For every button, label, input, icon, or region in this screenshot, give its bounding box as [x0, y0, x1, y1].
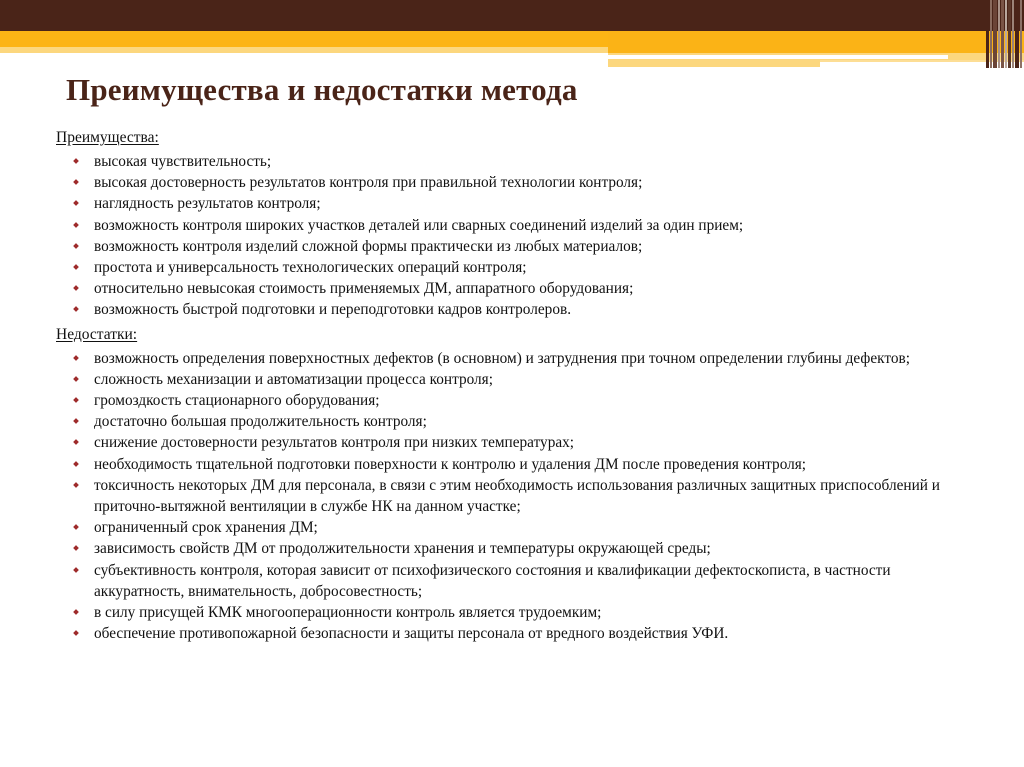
disadvantage-item: сложность механизации и автоматизации процесса контроля; [74, 369, 984, 390]
header-dark-band [0, 0, 1024, 31]
advantage-item: возможность быстрой подготовки и переподготовки кадров контролеров. [74, 299, 984, 320]
stripe-3 [993, 0, 997, 68]
slide-title: Преимущества и недостатки метода [66, 72, 578, 107]
header-orange-step [608, 31, 1024, 53]
stripe-8 [1012, 0, 1014, 68]
advantages-heading: Преимущества: [56, 129, 159, 146]
advantage-item: высокая достоверность результатов контроля при правильной технологии контроля; [74, 172, 984, 193]
stripe-5 [1001, 0, 1004, 68]
disadvantage-item: достаточно большая продолжительность контроля; [74, 411, 984, 432]
stripe-4 [998, 0, 1000, 68]
disadvantage-item: в силу присущей КМК многооперационности контроль является трудоемким; [74, 602, 984, 623]
disadvantage-item: снижение достоверности результатов контроля при низких температурах; [74, 432, 984, 453]
disadvantage-item: субъективность контроля, которая зависит от психофизического состояния и квалификации дефектоскописта, в частности аккуратность, внимательность, добросовестность; [74, 560, 984, 602]
advantages-list [0, 151, 1024, 321]
advantage-item: простота и универсальность технологических операций контроля; [74, 257, 984, 278]
header-accent-stripes [984, 0, 1024, 68]
stripe-2 [990, 0, 992, 68]
disadvantage-item: зависимость свойств ДМ от продолжительности хранения и температуры окружающей среды; [74, 538, 984, 559]
disadvantage-item: ограниченный срок хранения ДМ; [74, 517, 984, 538]
header-decoration [0, 0, 1024, 72]
advantage-item: высокая чувствительность; [74, 151, 984, 172]
header-pale-step-lower [608, 59, 820, 67]
disadvantage-item: необходимость тщательной подготовки поверхности к контролю и удаления ДМ после проведения контроля; [74, 454, 984, 475]
advantage-item: возможность контроля широких участков деталей или сварных соединений изделий за один прием; [74, 215, 984, 236]
advantage-item: наглядность результатов контроля; [74, 193, 984, 214]
disadvantages-list [0, 348, 1024, 645]
slide-body [0, 128, 1024, 644]
disadvantages-heading: Недостатки: [56, 325, 138, 343]
disadvantage-item: токсичность некоторых ДМ для персонала, в связи с этим необходимость использования различных защитных приспособлений и приточно-вытяжной вентиляции в службе НК на данном участке; [74, 475, 984, 517]
stripe-1 [986, 0, 989, 68]
disadvantage-item: громоздкость стационарного оборудования; [74, 390, 984, 411]
disadvantage-item: возможность определения поверхностных дефектов (в основном) и затруднения при точном определении глубины дефектов; [74, 348, 984, 369]
stripe-10 [1020, 0, 1022, 68]
advantage-item: возможность контроля изделий сложной формы практически из любых материалов; [74, 236, 984, 257]
stripe-9 [1015, 0, 1019, 68]
advantage-item: относительно невысокая стоимость применяемых ДМ, аппаратного оборудования; [74, 278, 984, 299]
disadvantage-item: обеспечение противопожарной безопасности и защиты персонала от вредного воздействия УФИ. [74, 623, 984, 644]
stripe-7 [1008, 0, 1011, 68]
stripe-6 [1005, 0, 1007, 68]
